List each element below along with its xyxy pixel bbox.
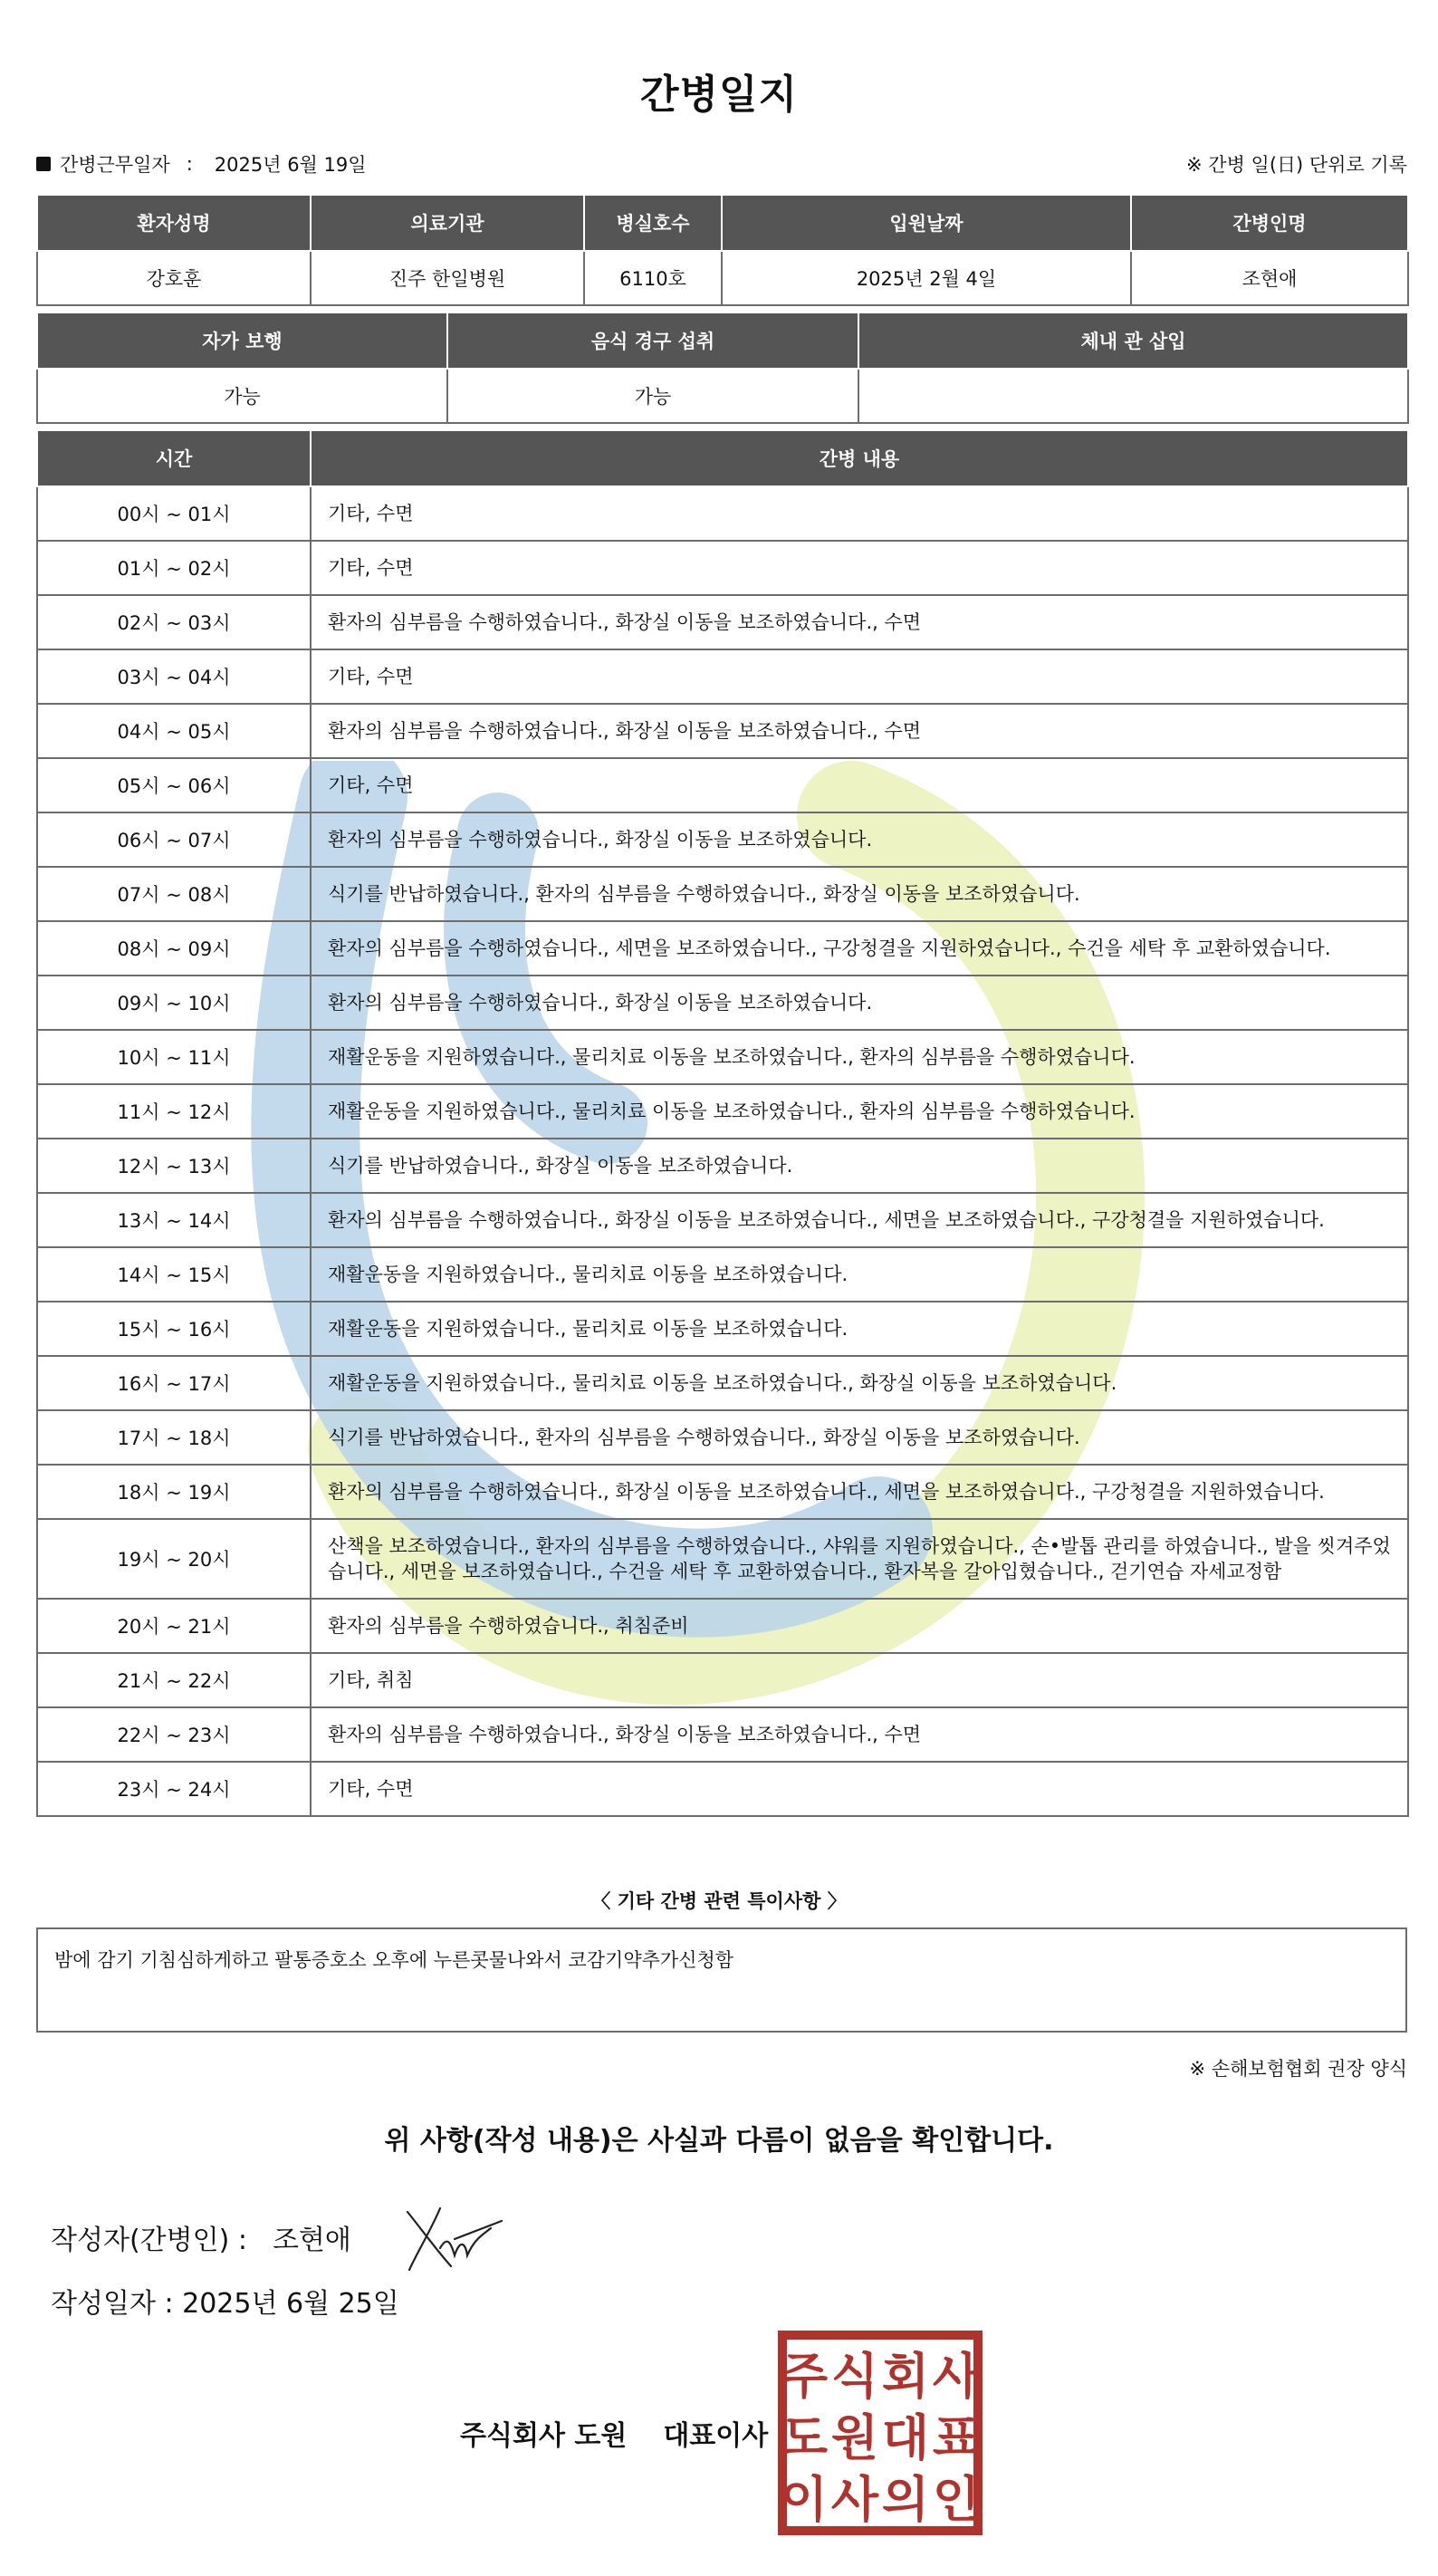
care-content: 환자의 심부름을 수행하였습니다., 세면을 보조하였습니다., 구강청결을 지원하였습니다., 수건을 세탁 후 교환하였습니다. (311, 921, 1408, 976)
company-name: 주식회사 도원 (460, 2420, 628, 2452)
written-date-value: 2025년 6월 25일 (182, 2288, 399, 2320)
care-content: 기타, 수면 (311, 1762, 1408, 1816)
header-care-content: 간병 내용 (311, 430, 1408, 486)
room-number: 6110호 (584, 251, 722, 305)
header-oral-intake: 음식 경구 섭취 (447, 312, 858, 369)
header-patient-name: 환자성명 (37, 195, 311, 251)
care-content: 환자의 심부름을 수행하였습니다., 화장실 이동을 보조하였습니다., 수면 (311, 704, 1408, 758)
table-row (37, 541, 1408, 595)
time-slot: 03시 ~ 04시 (37, 649, 311, 704)
care-content: 환자의 심부름을 수행하였습니다., 화장실 이동을 보조하였습니다. (311, 976, 1408, 1030)
table-row (37, 1084, 1408, 1139)
time-slot: 19시 ~ 20시 (37, 1519, 311, 1599)
table-header-row (37, 430, 1408, 486)
company-role: 대표이사 (663, 2420, 769, 2452)
time-slot: 09시 ~ 10시 (37, 976, 311, 1030)
table-row (37, 1519, 1408, 1599)
table-row (37, 1707, 1408, 1762)
seal-character: 대 (881, 2409, 930, 2466)
tube-insertion-value (858, 369, 1408, 423)
header-self-walking: 자가 보행 (37, 312, 447, 369)
table-row (37, 1139, 1408, 1193)
time-slot: 04시 ~ 05시 (37, 704, 311, 758)
care-content: 기타, 수면 (311, 649, 1408, 704)
company-line (460, 2413, 768, 2453)
table-row (37, 649, 1408, 704)
special-notes-box (36, 1927, 1407, 2033)
table-row (37, 758, 1408, 812)
table-row (37, 1410, 1408, 1465)
time-slot: 08시 ~ 09시 (37, 921, 311, 976)
table-header-row (37, 312, 1408, 369)
seal-character: 의 (881, 2471, 930, 2528)
table-row (37, 976, 1408, 1030)
care-content: 기타, 취침 (311, 1653, 1408, 1707)
care-content: 환자의 심부름을 수행하였습니다., 화장실 이동을 보조하였습니다. (311, 812, 1408, 867)
care-content: 재활운동을 지원하였습니다., 물리치료 이동을 보조하였습니다., 화장실 이동을 보조하였습니다. (311, 1356, 1408, 1410)
table-row (37, 595, 1408, 649)
header-time: 시간 (37, 430, 311, 486)
header-tube-insertion: 체내 관 삽입 (858, 312, 1408, 369)
time-slot: 22시 ~ 23시 (37, 1707, 311, 1762)
time-slot: 05시 ~ 06시 (37, 758, 311, 812)
time-slot: 18시 ~ 19시 (37, 1465, 311, 1519)
patient-info-table (36, 194, 1409, 306)
oral-intake-value: 가능 (447, 369, 858, 423)
patient-ability-table (36, 312, 1409, 424)
table-row (37, 486, 1408, 541)
time-slot: 01시 ~ 02시 (37, 541, 311, 595)
table-row (37, 921, 1408, 976)
time-slot: 12시 ~ 13시 (37, 1139, 311, 1193)
header-hospital: 의료기관 (311, 195, 584, 251)
patient-name: 강호훈 (37, 251, 311, 305)
seal-character: 도 (780, 2409, 829, 2466)
table-row (37, 1356, 1408, 1410)
caregiver-name: 조현애 (1131, 251, 1408, 305)
seal-character: 이 (780, 2471, 829, 2528)
time-slot: 17시 ~ 18시 (37, 1410, 311, 1465)
table-row (37, 1599, 1408, 1653)
table-row (37, 369, 1408, 423)
care-content: 기타, 수면 (311, 486, 1408, 541)
seal-character: 표 (932, 2409, 981, 2466)
care-content: 식기를 반납하였습니다., 환자의 심부름을 수행하였습니다., 화장실 이동을 보조하였습니다. (311, 1410, 1408, 1465)
writer-name: 조현애 (272, 2225, 351, 2256)
care-content: 환자의 심부름을 수행하였습니다., 화장실 이동을 보조하였습니다., 수면 (311, 595, 1408, 649)
care-date-line (36, 150, 367, 178)
bullet-square-icon (36, 157, 51, 171)
writer-line (51, 2217, 351, 2257)
table-row (37, 251, 1408, 305)
table-row (37, 1030, 1408, 1084)
time-slot: 21시 ~ 22시 (37, 1653, 311, 1707)
seal-character: 원 (830, 2409, 879, 2466)
care-date-colon: : (186, 153, 193, 175)
care-content: 환자의 심부름을 수행하였습니다., 화장실 이동을 보조하였습니다., 세면을 보조하였습니다., 구강청결을 지원하였습니다. (311, 1193, 1408, 1247)
admission-date: 2025년 2월 4일 (722, 251, 1131, 305)
care-content: 재활운동을 지원하였습니다., 물리치료 이동을 보조하였습니다., 환자의 심부름을 수행하였습니다. (311, 1084, 1408, 1139)
table-row (37, 1653, 1408, 1707)
care-content: 환자의 심부름을 수행하였습니다., 화장실 이동을 보조하였습니다., 세면을 보조하였습니다., 구강청결을 지원하였습니다. (311, 1465, 1408, 1519)
self-walking-value: 가능 (37, 369, 447, 423)
written-date-line (51, 2281, 399, 2321)
time-slot: 10시 ~ 11시 (37, 1030, 311, 1084)
table-row (37, 1465, 1408, 1519)
time-slot: 11시 ~ 12시 (37, 1084, 311, 1139)
care-content: 기타, 수면 (311, 541, 1408, 595)
header-room-number: 병실호수 (584, 195, 722, 251)
seal-character: 주 (780, 2348, 829, 2405)
care-content: 식기를 반납하였습니다., 화장실 이동을 보조하였습니다. (311, 1139, 1408, 1193)
time-slot: 20시 ~ 21시 (37, 1599, 311, 1653)
table-row (37, 704, 1408, 758)
seal-character: 회 (881, 2348, 930, 2405)
time-slot: 06시 ~ 07시 (37, 812, 311, 867)
hospital-name: 진주 한일병원 (311, 251, 584, 305)
care-content: 기타, 수면 (311, 758, 1408, 812)
table-row (37, 867, 1408, 921)
time-slot: 16시 ~ 17시 (37, 1356, 311, 1410)
table-row (37, 1762, 1408, 1816)
confirmation-statement: 위 사항(작성 내용)은 사실과 다름이 없음을 확인합니다. (384, 2125, 1054, 2157)
time-slot: 02시 ~ 03시 (37, 595, 311, 649)
seal-character: 사 (830, 2471, 879, 2528)
time-slot: 00시 ~ 01시 (37, 486, 311, 541)
written-date-label: 작성일자 : (51, 2288, 174, 2320)
writer-label: 작성자(간병인) : (51, 2225, 247, 2256)
time-slot: 13시 ~ 14시 (37, 1193, 311, 1247)
time-slot: 07시 ~ 08시 (37, 867, 311, 921)
care-content: 재활운동을 지원하였습니다., 물리치료 이동을 보조하였습니다., 환자의 심부름을 수행하였습니다. (311, 1030, 1408, 1084)
time-slot: 23시 ~ 24시 (37, 1762, 311, 1816)
seal-character: 식 (830, 2348, 879, 2405)
header-admission-date: 입원날짜 (722, 195, 1131, 251)
care-content: 환자의 심부름을 수행하였습니다., 화장실 이동을 보조하였습니다., 수면 (311, 1707, 1408, 1762)
special-notes-title: 〈 기타 간병 관련 특이사항 〉 (591, 1890, 847, 1912)
table-row (37, 1247, 1408, 1302)
company-seal-stamp (777, 2330, 983, 2536)
page-title: 간병일지 (639, 72, 798, 118)
table-row (37, 812, 1408, 867)
care-date-value: 2025년 6월 19일 (214, 154, 367, 176)
care-content: 산책을 보조하였습니다., 환자의 심부름을 수행하였습니다., 샤워를 지원하였습니다., 손•발톱 관리를 하였습니다., 발을 씻겨주었습니다., 세면을 보조하였습니다., 수건을 세탁 후 교환하였습니다., 환자복을 갈아입혔습니다., 걷기연습 자세교정함 (311, 1519, 1408, 1599)
form-source-note: ※ 손해보험협회 권장 양식 (1189, 2058, 1407, 2080)
seal-character: 인 (932, 2471, 981, 2528)
table-row (37, 1193, 1408, 1247)
handwritten-signature (404, 2203, 505, 2273)
table-row (37, 1302, 1408, 1356)
special-notes-text: 밤에 감기 기침심하게하고 팔통증호소 오후에 누른콧물나와서 코감기약추가신청함 (54, 1949, 734, 1971)
care-content: 재활운동을 지원하였습니다., 물리치료 이동을 보조하였습니다. (311, 1247, 1408, 1302)
header-caregiver-name: 간병인명 (1131, 195, 1408, 251)
time-slot: 15시 ~ 16시 (37, 1302, 311, 1356)
record-unit-note: ※ 간병 일(日) 단위로 기록 (1186, 154, 1407, 176)
time-slot: 14시 ~ 15시 (37, 1247, 311, 1302)
hourly-care-table (36, 429, 1409, 1817)
care-content: 재활운동을 지원하였습니다., 물리치료 이동을 보조하였습니다. (311, 1302, 1408, 1356)
care-content: 식기를 반납하였습니다., 환자의 심부름을 수행하였습니다., 화장실 이동을 보조하였습니다. (311, 867, 1408, 921)
care-date-label: 간병근무일자 (60, 154, 170, 176)
table-header-row (37, 195, 1408, 251)
seal-character: 사 (932, 2348, 981, 2405)
care-content: 환자의 심부름을 수행하였습니다., 취침준비 (311, 1599, 1408, 1653)
